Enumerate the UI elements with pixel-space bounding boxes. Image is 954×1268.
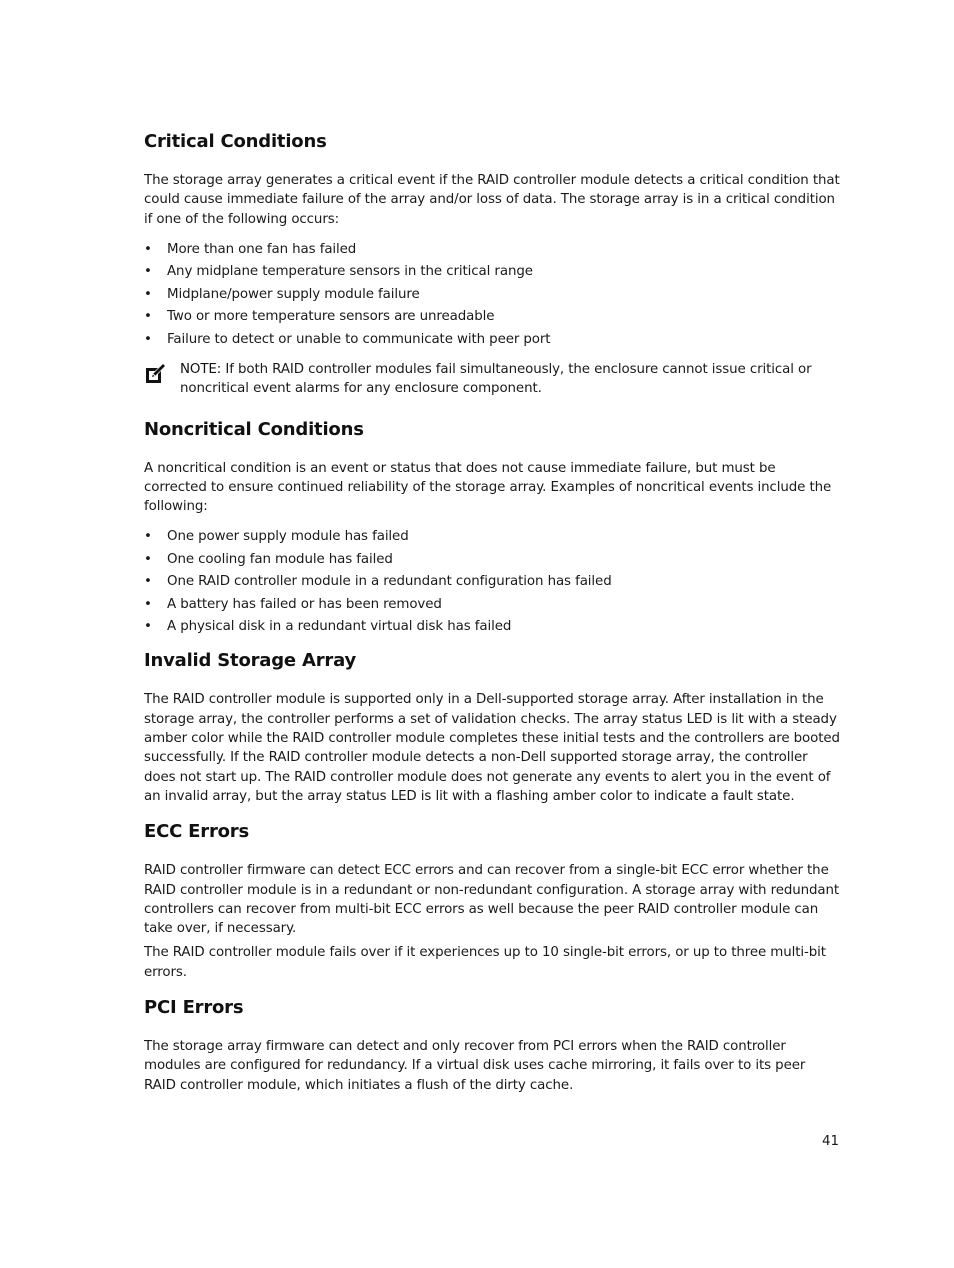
list-item: • Midplane/power supply module failure	[144, 284, 840, 306]
heading-critical-conditions: Critical Conditions	[144, 131, 327, 152]
heading-ecc-errors: ECC Errors	[144, 821, 249, 843]
list-item: • Two or more temperature sensors are unreadable	[144, 306, 840, 328]
pencil-note-icon	[144, 363, 166, 385]
note-body: If both RAID controller modules fail simultaneously, the enclosure cannot issue critical or noncritical event alarms for any enclosure component.	[180, 361, 812, 397]
critical-list	[144, 239, 840, 351]
list-item: • One cooling fan module has failed	[144, 549, 840, 571]
ecc-body-1: RAID controller firmware can detect ECC errors and can recover from a single-bit ECC error whether the RAID controller module is in a redundant or non-redundant configuration. A storage array with redundant controllers can recover from multi-bit ECC errors as well because the peer RAID controller module can take over, if necessary.	[144, 863, 840, 937]
critical-intro: The storage array generates a critical event if the RAID controller module detects a critical condition that could cause immediate failure of the array and/or loss of data. The storage array is in a critical condition if one of the following occurs:	[144, 173, 840, 227]
list-item: • One RAID controller module in a redundant configuration has failed	[144, 571, 840, 593]
noncritical-intro: A noncritical condition is an event or status that does not cause immediate failure, but must be corrected to ensure continued reliability of the storage array. Examples of noncritical events include the following:	[144, 460, 832, 515]
note-text	[180, 360, 840, 399]
note-label: NOTE:	[180, 361, 222, 377]
list-item: • Failure to detect or unable to communicate with peer port	[144, 329, 840, 351]
heading-pci-errors: PCI Errors	[144, 997, 244, 1018]
list-item: • More than one fan has failed	[144, 239, 840, 261]
heading-invalid-storage-array: Invalid Storage Array	[144, 650, 357, 672]
list-item: • One power supply module has failed	[144, 526, 840, 548]
noncritical-list	[144, 526, 840, 638]
note-block	[144, 360, 840, 399]
ecc-body-2: The RAID controller module fails over if it experiences up to 10 single-bit errors, or up to three multi-bit errors.	[144, 945, 826, 980]
list-item: • A physical disk in a redundant virtual disk has failed	[144, 616, 840, 638]
heading-noncritical-conditions: Noncritical Conditions	[144, 418, 364, 440]
list-item: • Any midplane temperature sensors in the critical range	[144, 261, 840, 283]
page-content	[144, 128, 840, 1095]
pci-body: The storage array firmware can detect and only recover from PCI errors when the RAID controller modules are configured for redundancy. If a virtual disk uses cache mirroring, it fails over to its peer RAID controller module, which initiates a flush of the dirty cache.	[144, 1039, 806, 1093]
invalid-body: The RAID controller module is supported only in a Dell-supported storage array. After installation in the storage array, the controller performs a set of validation checks. The array status LED is lit with a steady amber color while the RAID controller module completes these initial tests and the controllers are booted successfully. If the RAID controller module detects a non-Dell supported storage array, the controller does not start up. The RAID controller module does not generate any events to alert you in the event of an invalid array, but the array status LED is lit with a flashing amber color to indicate a fault state.	[144, 692, 840, 804]
list-item: • A battery has failed or has been removed	[144, 594, 840, 616]
page-number: 41	[821, 1134, 839, 1149]
